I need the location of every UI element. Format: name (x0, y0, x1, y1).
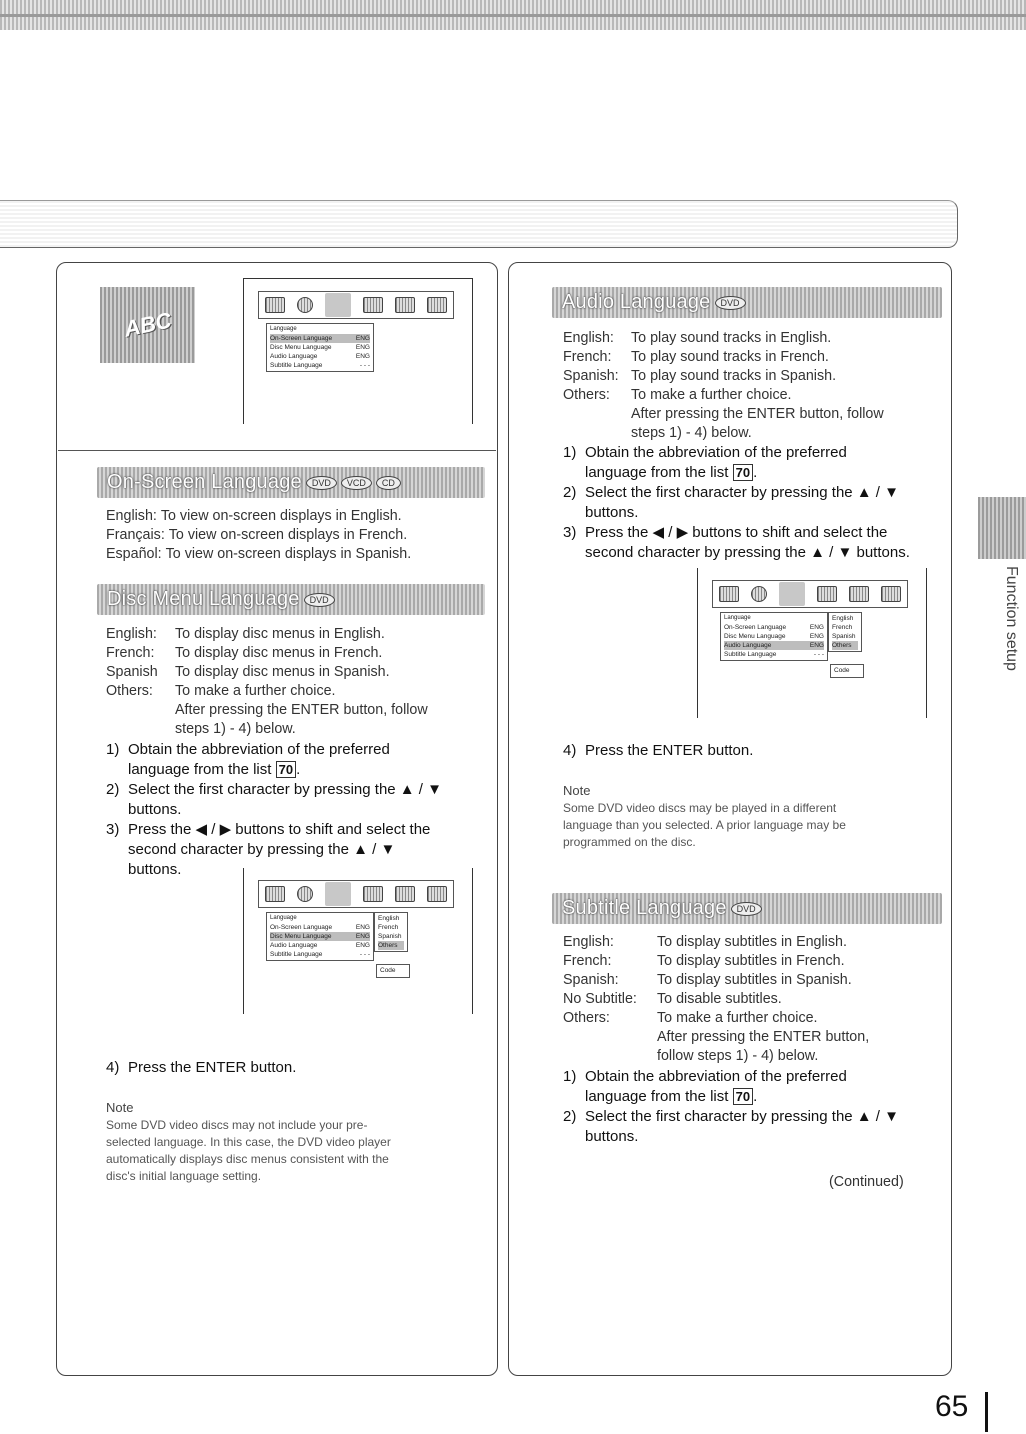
disc-menu-note: Note Some DVD video discs may not include your pre- selected language. In this case, the DVD video player automatically displays disc menus consistent with the disc's initial language setting. (106, 1100, 391, 1183)
menu-row: Disc Menu Language ENG (270, 933, 370, 940)
audio-icon (363, 297, 383, 313)
menu-row: On-Screen Language ENG (724, 624, 824, 631)
disc-menu-language-header (97, 584, 485, 615)
list-reference: 70 (733, 1088, 753, 1105)
menu-screen-top (243, 278, 473, 424)
rating-icon (395, 297, 415, 313)
dvd-badge: DVD (304, 593, 335, 607)
code-box: Code (830, 664, 864, 678)
dvd-badge: DVD (731, 902, 762, 916)
audio-step-4: 4) Press the ENTER button. (563, 742, 754, 759)
setup-icon (427, 297, 447, 313)
vcd-badge: VCD (341, 476, 372, 490)
subtitle-options: English: To display subtitles in English. French: To display subtitles in French. Spanish: To display subtitles in Spanish. No Subtitle: To disable subtitles. Others: To make a further choice. After pressing the ENTER button, follow steps 1) - 4) below. (563, 934, 870, 1064)
menu-screen-audio (697, 568, 927, 718)
section-title: Subtitle Language (562, 897, 727, 919)
language-icon (779, 582, 805, 606)
audio-options: English: To play sound tracks in English. French: To play sound tracks in French. Spanish: To play sound tracks in Spanish. Others: To make a further choice. After pressing the ENTER button, follow steps 1) - 4) below. (563, 330, 884, 441)
menu-row: Audio Language ENG (270, 353, 370, 360)
audio-steps: 1) Obtain the abbreviation of the preferred language from the list 70 . 2) Select the first character by pressing the ▲ / ▼ buttons. 3) Press the ◀ / ▶ buttons to shift and select the second character by pressing the ▲ / ▼ buttons. (563, 444, 910, 561)
language-menu: Language On-Screen Language ENG Disc Menu Language ENG Audio Language ENG Subtitle Language - - - (720, 612, 828, 661)
abc-icon-label: ABC (121, 307, 174, 342)
setup-icon (427, 886, 447, 902)
picture-icon (265, 886, 285, 902)
rating-icon (395, 886, 415, 902)
page-number-bar (985, 1392, 988, 1432)
menu-icon-bar (712, 580, 908, 608)
header-bar (0, 200, 958, 248)
disc-menu-steps: 1) Obtain the abbreviation of the preferred language from the list 70 . 2) Select the first character by pressing the ▲ / ▼ buttons. 3) Press the ◀ / ▶ buttons to shift and select the second character by pressing the ▲ / ▼ buttons. (106, 741, 442, 878)
menu-icon-bar (258, 291, 454, 319)
picture-icon (265, 297, 285, 313)
options-list: English French Spanish Others (374, 912, 408, 952)
menu-row: On-Screen Language ENG (270, 335, 370, 342)
menu-title: Language (270, 326, 297, 332)
section-title: Audio Language (562, 291, 711, 313)
page-number: 65 (935, 1390, 969, 1423)
audio-note: Note Some DVD video discs may be played in a different language than you selected. A prior language may be programmed on the disc. (563, 783, 846, 849)
menu-row: Disc Menu Language ENG (724, 633, 824, 640)
picture-icon (719, 586, 739, 602)
disc-icon (751, 586, 767, 602)
menu-row: Subtitle Language - - - (270, 951, 370, 958)
setup-icon (881, 586, 901, 602)
code-box: Code (376, 964, 410, 978)
menu-row: On-Screen Language ENG (270, 924, 370, 931)
menu-row: Subtitle Language - - - (270, 362, 370, 369)
continued-label: (Continued) (829, 1174, 904, 1190)
cd-badge: CD (376, 476, 401, 490)
language-menu: Language On-Screen Language ENG Disc Menu Language ENG Audio Language ENG Subtitle Language - - - (266, 912, 374, 961)
list-reference: 70 (276, 761, 296, 778)
menu-icon-bar (258, 880, 454, 908)
menu-row: Audio Language ENG (270, 942, 370, 949)
list-reference: 70 (733, 464, 753, 481)
language-icon (325, 882, 351, 906)
on-screen-options: English: To view on-screen displays in English. Français: To view on-screen displays in French. Español: To view on-screen displays in Spanish. (106, 508, 412, 562)
disc-icon (297, 886, 313, 902)
dvd-badge: DVD (715, 296, 746, 310)
options-list: English French Spanish Others (828, 612, 862, 652)
language-icon (325, 293, 351, 317)
left-panel-divider (58, 450, 496, 451)
audio-language-header (552, 287, 942, 318)
menu-row: Audio Language ENG (724, 642, 824, 649)
dvd-badge: DVD (306, 476, 337, 490)
disc-icon (297, 297, 313, 313)
subtitle-steps: 1) Obtain the abbreviation of the preferred language from the list 70 . 2) Select the first character by pressing the ▲ / ▼ buttons. (563, 1068, 899, 1145)
audio-icon (363, 886, 383, 902)
subtitle-language-header (552, 893, 942, 924)
abc-icon (100, 287, 195, 363)
language-menu (266, 323, 374, 372)
disc-menu-step-4: 4) Press the ENTER button. (106, 1059, 297, 1076)
on-screen-language-header (97, 467, 485, 498)
audio-icon (817, 586, 837, 602)
menu-row: Subtitle Language - - - (724, 651, 824, 658)
top-decorative-band (0, 0, 1026, 30)
disc-menu-options: English: To display disc menus in English. French: To display disc menus in French. Spanish To display disc menus in Spanish. Others: To make a further choice. After pressing the ENTER button, follow steps 1) - 4) below. (106, 626, 428, 737)
menu-screen-disc (243, 868, 473, 1014)
section-title: Disc Menu Language (107, 588, 300, 610)
side-tab-label: Function setup (1003, 566, 1020, 671)
menu-row: Disc Menu Language ENG (270, 344, 370, 351)
section-title: On-Screen Language (107, 471, 302, 493)
side-tab-marker (978, 497, 1026, 559)
rating-icon (849, 586, 869, 602)
